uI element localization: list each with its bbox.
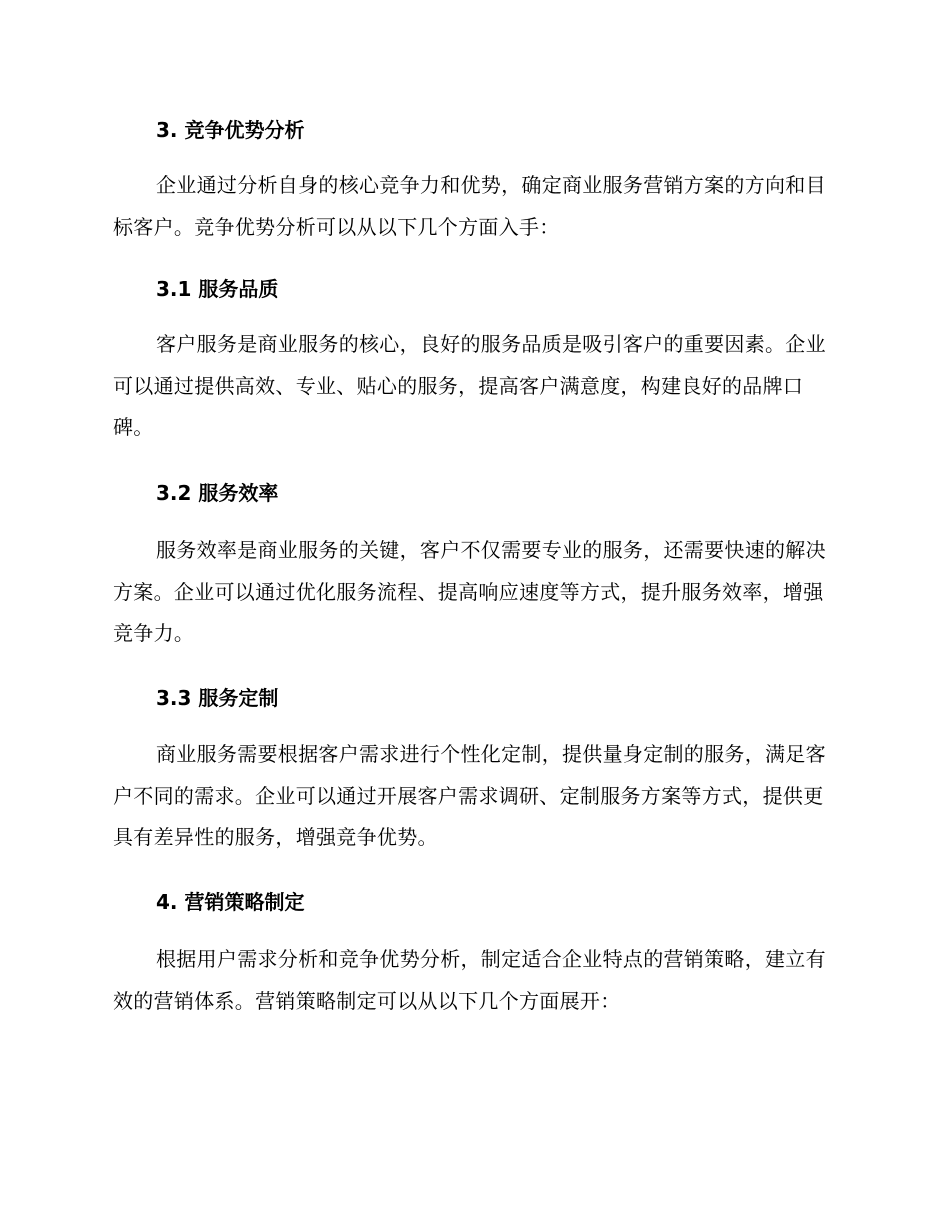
section-heading-3-3: 3.3 服务定制: [156, 686, 279, 710]
section-heading-3-1: 3.1 服务品质: [156, 277, 279, 301]
section-heading-3: 3. 竞争优势分析: [156, 118, 305, 142]
section-heading-4: 4. 营销策略制定: [156, 890, 305, 914]
section-paragraph-3: 企业通过分析自身的核心竞争力和优势，确定商业服务营销方案的方向和目标客户。竞争优势分析可以从以下几个方面入手：: [113, 173, 826, 239]
section-paragraph-3-1: 客户服务是商业服务的核心，良好的服务品质是吸引客户的重要因素。企业可以通过提供高效、专业、贴心的服务，提高客户满意度，构建良好的品牌口碑。: [113, 332, 826, 439]
section-paragraph-3-2: 服务效率是商业服务的关键，客户不仅需要专业的服务，还需要快速的解决方案。企业可以通过优化服务流程、提高响应速度等方式，提升服务效率，增强竞争力。: [113, 538, 826, 645]
section-heading-3-2: 3.2 服务效率: [156, 481, 279, 505]
section-paragraph-4: 根据用户需求分析和竞争优势分析，制定适合企业特点的营销策略，建立有效的营销体系。营销策略制定可以从以下几个方面展开：: [113, 947, 826, 1013]
section-paragraph-3-3: 商业服务需要根据客户需求进行个性化定制，提供量身定制的服务，满足客户不同的需求。企业可以通过开展客户需求调研、定制服务方案等方式，提供更具有差异性的服务，增强竞争优势。: [113, 742, 826, 849]
